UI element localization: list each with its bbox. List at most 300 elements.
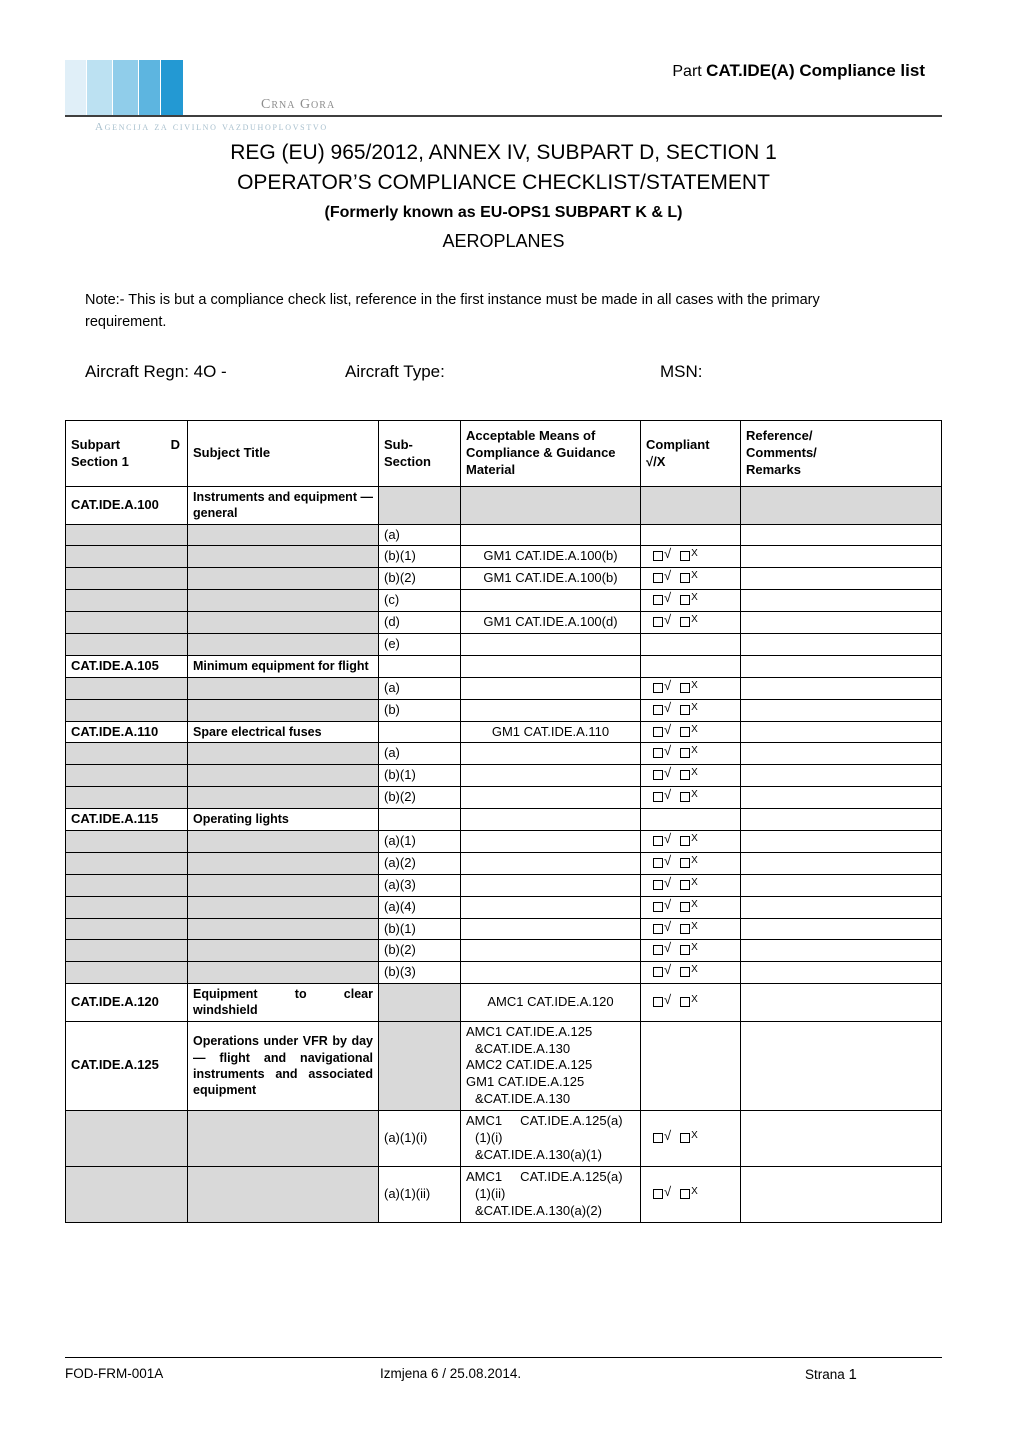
compliant-yes-checkbox[interactable] (653, 617, 663, 627)
cell-subpart (66, 612, 188, 634)
cell-subsection: (a)(2) (379, 852, 461, 874)
cell-subsection: (b)(1) (379, 765, 461, 787)
cell-compliant (641, 655, 741, 677)
cross-symbol: X (691, 767, 698, 779)
cell-subpart: CAT.IDE.A.115 (66, 809, 188, 831)
cell-amc-material (461, 852, 641, 874)
cell-subject-title: Operations under VFR by day — flight and navigational instruments and associated equipment (188, 1021, 379, 1110)
logo-bar (87, 60, 113, 117)
cell-subject-title (188, 1166, 379, 1222)
cell-subsection: (b)(1) (379, 546, 461, 568)
cell-reference-remarks (741, 524, 942, 546)
cell-subsection (379, 984, 461, 1022)
note-text: Note:- This is but a compliance check list, reference in the first instance must be made in all cases with the primary requirement. (85, 292, 820, 330)
cell-reference-remarks (741, 940, 942, 962)
compliance-table (65, 420, 942, 1223)
cell-subsection (379, 721, 461, 743)
table-row (66, 852, 942, 874)
table-row (66, 787, 942, 809)
subpart-section: Section 1 (71, 453, 129, 469)
amc-line: GM1 CAT.IDE.A.100(d) (483, 614, 618, 630)
compliant-no-checkbox[interactable] (680, 880, 690, 890)
cross-symbol: X (691, 920, 698, 932)
cell-compliant (641, 1166, 741, 1222)
amc-line: GM1 CAT.IDE.A.100(b) (483, 548, 618, 564)
tick-symbol: √ (664, 765, 672, 781)
cell-amc-material (461, 1166, 641, 1222)
cell-subject-title (188, 787, 379, 809)
cell-subsection: (a) (379, 743, 461, 765)
amc-line: &CAT.IDE.A.130(a)(1) (475, 1146, 602, 1162)
cell-reference-remarks (741, 1166, 942, 1222)
compliant-yes-checkbox[interactable] (653, 858, 663, 868)
cell-compliant (641, 787, 741, 809)
cell-reference-remarks (741, 612, 942, 634)
cell-subpart (66, 852, 188, 874)
cell-reference-remarks (741, 655, 942, 677)
cell-subject-title: Minimum equipment for flight (188, 655, 379, 677)
compliant-no-checkbox[interactable] (680, 792, 690, 802)
cell-compliant (641, 633, 741, 655)
compliant-yes-checkbox[interactable] (653, 683, 663, 693)
cell-reference-remarks (741, 896, 942, 918)
amc-line: (1)(i) (475, 1130, 503, 1146)
amc-line: AMC1 CAT.IDE.A.120 (487, 994, 614, 1009)
compliant-no-checkbox[interactable] (680, 997, 690, 1007)
compliant-no-checkbox[interactable] (680, 748, 690, 758)
cell-amc-material (461, 1021, 641, 1110)
cell-subject-title (188, 568, 379, 590)
header-rule (65, 115, 942, 117)
table-row (66, 721, 942, 743)
cell-reference-remarks (741, 918, 942, 940)
cross-symbol: X (691, 723, 698, 735)
compliant-yes-checkbox[interactable] (653, 595, 663, 605)
cross-symbol: X (691, 1130, 698, 1142)
cell-amc-material (461, 699, 641, 721)
compliant-yes-checkbox[interactable] (653, 705, 663, 715)
cell-reference-remarks (741, 830, 942, 852)
cell-reference-remarks (741, 809, 942, 831)
cell-amc-material (461, 487, 641, 525)
footer-page (805, 1366, 857, 1383)
table-header-row (66, 421, 942, 487)
cell-amc-material (461, 962, 641, 984)
logo-agency-text: Agencija za civilno vazduhoplovstvo (95, 121, 328, 133)
cell-subpart (66, 1166, 188, 1222)
cell-subject-title (188, 743, 379, 765)
cell-subpart (66, 962, 188, 984)
cell-subsection (379, 487, 461, 525)
compliant-yes-checkbox[interactable] (653, 770, 663, 780)
col-header-compliant: Compliant √/X (641, 421, 741, 487)
amc-line: AMC1 CAT.IDE.A.125(a) (466, 1113, 623, 1129)
cell-subsection (379, 655, 461, 677)
compliant-yes-checkbox[interactable] (653, 573, 663, 583)
cell-reference-remarks (741, 874, 942, 896)
cell-subpart (66, 590, 188, 612)
cell-amc-material (461, 940, 641, 962)
cell-subsection: (b) (379, 699, 461, 721)
cell-amc-material (461, 896, 641, 918)
doc-title-line2: OPERATOR’S COMPLIANCE CHECKLIST/STATEMENT (237, 171, 770, 194)
cell-compliant (641, 699, 741, 721)
col-header-reference: Reference/ Comments/ Remarks (741, 421, 942, 487)
cell-compliant (641, 1111, 741, 1167)
cell-compliant (641, 896, 741, 918)
cell-amc-material (461, 984, 641, 1022)
cell-compliant (641, 765, 741, 787)
cell-subject-title (188, 1111, 379, 1167)
table-row (66, 940, 942, 962)
compliant-yes-checkbox[interactable] (653, 924, 663, 934)
cross-symbol: X (691, 701, 698, 713)
tick-symbol: √ (664, 992, 672, 1007)
table-row (66, 809, 942, 831)
part-compliance-list-label (672, 61, 925, 81)
tick-symbol: √ (664, 830, 672, 846)
cell-subsection: (a)(1) (379, 830, 461, 852)
cell-reference-remarks (741, 743, 942, 765)
cell-compliant (641, 677, 741, 699)
cell-amc-material (461, 787, 641, 809)
cross-symbol: X (691, 876, 698, 888)
compliant-yes-checkbox[interactable] (653, 727, 663, 737)
cell-compliant (641, 874, 741, 896)
cell-amc-material (461, 568, 641, 590)
cell-amc-material (461, 546, 641, 568)
cell-subsection: (a) (379, 677, 461, 699)
cell-compliant (641, 1021, 741, 1110)
compliant-yes-checkbox[interactable] (653, 902, 663, 912)
cell-subsection: (c) (379, 590, 461, 612)
cell-reference-remarks (741, 962, 942, 984)
cell-subject-title (188, 940, 379, 962)
tick-symbol: √ (664, 699, 672, 715)
table-row (66, 984, 942, 1022)
doc-title-line4: AEROPLANES (442, 231, 565, 251)
footer-revision: Izmjena 6 / 25.08.2014. (380, 1366, 522, 1381)
doc-title-line3: (Formerly known as EU-OPS1 SUBPART K & L) (324, 204, 683, 221)
cell-amc-material (461, 743, 641, 765)
cell-reference-remarks (741, 852, 942, 874)
cell-subject-title (188, 874, 379, 896)
table-row (66, 962, 942, 984)
cross-symbol: X (691, 745, 698, 757)
compliant-no-checkbox[interactable] (680, 551, 690, 561)
cell-subject-title (188, 546, 379, 568)
cell-amc-material (461, 874, 641, 896)
cell-subject-title (188, 918, 379, 940)
compliant-no-checkbox[interactable] (680, 1133, 690, 1143)
tick-symbol: √ (664, 612, 672, 628)
cross-symbol: X (691, 964, 698, 976)
cell-compliant (641, 568, 741, 590)
cross-symbol: X (691, 854, 698, 866)
compliant-yes-checkbox[interactable] (653, 836, 663, 846)
cross-symbol: X (691, 614, 698, 626)
footer-rule (65, 1357, 942, 1358)
compliant-no-checkbox[interactable] (680, 1189, 690, 1199)
tick-symbol: √ (664, 787, 672, 803)
cell-amc-material (461, 809, 641, 831)
table-row (66, 918, 942, 940)
logo-bar (161, 60, 183, 117)
amc-line: GM1 CAT.IDE.A.110 (491, 723, 610, 739)
cell-subpart (66, 546, 188, 568)
cell-compliant (641, 524, 741, 546)
cell-subject-title (188, 590, 379, 612)
cell-subsection: (d) (379, 612, 461, 634)
cell-amc-material (461, 721, 641, 743)
subpart-d: D (170, 436, 180, 452)
compliant-yes-checkbox[interactable] (653, 880, 663, 890)
tick-symbol: √ (664, 546, 672, 562)
tick-cross-legend: √/X (646, 453, 666, 469)
footer-doc-code: FOD-FRM-001A (65, 1366, 164, 1381)
cell-subject-title (188, 896, 379, 918)
cell-reference-remarks (741, 487, 942, 525)
compliant-yes-checkbox[interactable] (653, 967, 663, 977)
cell-compliant (641, 962, 741, 984)
cell-reference-remarks (741, 1021, 942, 1110)
compliant-no-checkbox[interactable] (680, 902, 690, 912)
cross-symbol: X (691, 548, 698, 560)
cell-subsection: (b)(3) (379, 962, 461, 984)
cell-subsection: (a)(4) (379, 896, 461, 918)
cell-compliant (641, 809, 741, 831)
table-row (66, 830, 942, 852)
cell-subpart (66, 699, 188, 721)
tick-symbol: √ (664, 590, 672, 606)
cell-reference-remarks (741, 787, 942, 809)
cross-symbol: X (691, 832, 698, 844)
cell-reference-remarks (741, 984, 942, 1022)
cell-compliant (641, 590, 741, 612)
table-row (66, 655, 942, 677)
cell-subpart (66, 1111, 188, 1167)
cell-reference-remarks (741, 546, 942, 568)
compliant-yes-checkbox[interactable] (653, 945, 663, 955)
amc-line: &CAT.IDE.A.130 (475, 1091, 571, 1107)
compliant-yes-checkbox[interactable] (653, 1189, 663, 1199)
cell-subpart (66, 830, 188, 852)
cell-reference-remarks (741, 677, 942, 699)
cell-reference-remarks (741, 765, 942, 787)
cross-symbol: X (691, 994, 698, 1005)
cell-subsection: (a) (379, 524, 461, 546)
agency-logo (65, 60, 183, 117)
cell-amc-material (461, 765, 641, 787)
table-row (66, 699, 942, 721)
table-row (66, 590, 942, 612)
tick-symbol: √ (664, 568, 672, 584)
tick-symbol: √ (664, 852, 672, 868)
cell-subpart (66, 743, 188, 765)
cross-symbol: X (691, 679, 698, 691)
tick-symbol: √ (664, 874, 672, 890)
cell-subject-title (188, 765, 379, 787)
document-title-block (65, 138, 942, 256)
col-header-subject: Subject Title (188, 421, 379, 487)
cell-compliant (641, 612, 741, 634)
cross-symbol: X (691, 898, 698, 910)
subpart-word: Subpart (71, 436, 121, 452)
cell-reference-remarks (741, 699, 942, 721)
compliant-no-checkbox[interactable] (680, 967, 690, 977)
amc-line: AMC1 CAT.IDE.A.125(a) (466, 1168, 623, 1184)
cell-subject-title (188, 962, 379, 984)
compliant-no-checkbox[interactable] (680, 858, 690, 868)
cell-subject-title (188, 612, 379, 634)
cell-reference-remarks (741, 590, 942, 612)
cell-amc-material (461, 633, 641, 655)
table-body (66, 487, 942, 1223)
cell-subsection (379, 1021, 461, 1110)
table-row (66, 524, 942, 546)
cell-subpart: CAT.IDE.A.100 (66, 487, 188, 525)
compliant-yes-checkbox[interactable] (653, 551, 663, 561)
compliant-no-checkbox[interactable] (680, 705, 690, 715)
tick-symbol: √ (664, 962, 672, 978)
tick-symbol: √ (664, 677, 672, 693)
cell-subpart (66, 677, 188, 699)
cross-symbol: X (691, 942, 698, 954)
col-header-amc: Acceptable Means of Compliance & Guidance Material (461, 421, 641, 487)
compliant-no-checkbox[interactable] (680, 617, 690, 627)
cell-subsection: (a)(1)(i) (379, 1111, 461, 1167)
cell-subpart: CAT.IDE.A.120 (66, 984, 188, 1022)
col-header-subsection: Sub- Section (379, 421, 461, 487)
table-row (66, 896, 942, 918)
compliant-yes-checkbox[interactable] (653, 1133, 663, 1143)
amc-line: (1)(ii) (475, 1185, 506, 1201)
compliant-no-checkbox[interactable] (680, 945, 690, 955)
tick-symbol: √ (664, 918, 672, 934)
cell-amc-material (461, 590, 641, 612)
compliant-no-checkbox[interactable] (680, 836, 690, 846)
compliant-no-checkbox[interactable] (680, 727, 690, 737)
compliant-no-checkbox[interactable] (680, 924, 690, 934)
cell-compliant (641, 852, 741, 874)
cross-symbol: X (691, 592, 698, 604)
aircraft-regn-label: Aircraft Regn: 4O - (85, 362, 227, 381)
cell-reference-remarks (741, 568, 942, 590)
cell-subject-title: Operating lights (188, 809, 379, 831)
compliant-yes-checkbox[interactable] (653, 997, 663, 1007)
amc-line: GM1 CAT.IDE.A.100(b) (483, 570, 618, 586)
cell-compliant (641, 918, 741, 940)
cell-subsection: (a)(1)(ii) (379, 1166, 461, 1222)
logo-country-text: Crna Gora (261, 97, 336, 112)
cell-compliant (641, 546, 741, 568)
compliant-yes-checkbox[interactable] (653, 792, 663, 802)
table-row (66, 487, 942, 525)
table-row (66, 546, 942, 568)
part-prefix: Part (672, 63, 702, 80)
cell-subsection: (b)(2) (379, 787, 461, 809)
footer-page-number: 1 (848, 1366, 857, 1383)
cell-compliant (641, 487, 741, 525)
cell-subsection: (b)(1) (379, 918, 461, 940)
cell-amc-material (461, 655, 641, 677)
doc-title-line1: REG (EU) 965/2012, ANNEX IV, SUBPART D, SECTION 1 (230, 141, 777, 164)
col-header-subpart (66, 421, 188, 487)
cross-symbol: X (691, 570, 698, 582)
cell-subpart (66, 896, 188, 918)
cell-subsection: (e) (379, 633, 461, 655)
tick-symbol: √ (664, 1128, 672, 1144)
compliant-no-checkbox[interactable] (680, 595, 690, 605)
footer-page-label: Strana (805, 1367, 845, 1382)
compliant-yes-checkbox[interactable] (653, 748, 663, 758)
amc-line: AMC1 CAT.IDE.A.125 (466, 1023, 593, 1039)
compliant-no-checkbox[interactable] (680, 573, 690, 583)
cell-subpart (66, 524, 188, 546)
tick-symbol: √ (664, 896, 672, 912)
table-row (66, 743, 942, 765)
cell-subsection: (b)(2) (379, 568, 461, 590)
cell-subpart (66, 765, 188, 787)
cell-compliant (641, 940, 741, 962)
cell-amc-material (461, 918, 641, 940)
aircraft-info-line (0, 362, 1020, 386)
cell-compliant (641, 721, 741, 743)
cell-subsection: (b)(2) (379, 940, 461, 962)
cell-subpart (66, 874, 188, 896)
cross-symbol: X (691, 789, 698, 801)
cell-amc-material (461, 524, 641, 546)
cell-subject-title: Spare electrical fuses (188, 721, 379, 743)
cell-subject-title (188, 852, 379, 874)
cell-subpart (66, 568, 188, 590)
tick-symbol: √ (664, 743, 672, 759)
amc-line: &CAT.IDE.A.130(a)(2) (475, 1202, 602, 1218)
amc-line: GM1 CAT.IDE.A.125 (466, 1074, 585, 1090)
cell-subject-title: Equipment to clear windshield (188, 984, 379, 1022)
cell-subject-title (188, 524, 379, 546)
cell-subpart (66, 940, 188, 962)
tick-symbol: √ (664, 1183, 672, 1199)
aircraft-type-label: Aircraft Type: (345, 362, 445, 381)
cell-reference-remarks (741, 633, 942, 655)
aircraft-msn-label: MSN: (660, 362, 703, 381)
compliant-no-checkbox[interactable] (680, 683, 690, 693)
table-row (66, 1111, 942, 1167)
cell-compliant (641, 984, 741, 1022)
cell-compliant (641, 743, 741, 765)
cell-amc-material (461, 830, 641, 852)
table-row (66, 568, 942, 590)
cell-subject-title (188, 677, 379, 699)
cell-subsection: (a)(3) (379, 874, 461, 896)
table-row (66, 1166, 942, 1222)
cell-amc-material (461, 677, 641, 699)
cell-amc-material (461, 612, 641, 634)
part-name: CAT.IDE(A) Compliance list (706, 61, 925, 80)
cell-subject-title (188, 633, 379, 655)
tick-symbol: √ (664, 940, 672, 956)
cell-subject-title: Instruments and equipment — general (188, 487, 379, 525)
logo-bar (113, 60, 139, 117)
amc-line: AMC2 CAT.IDE.A.125 (466, 1057, 593, 1073)
cell-amc-material (461, 1111, 641, 1167)
table-row (66, 874, 942, 896)
cell-reference-remarks (741, 1111, 942, 1167)
cell-compliant (641, 830, 741, 852)
tick-symbol: √ (664, 721, 672, 737)
compliant-no-checkbox[interactable] (680, 770, 690, 780)
